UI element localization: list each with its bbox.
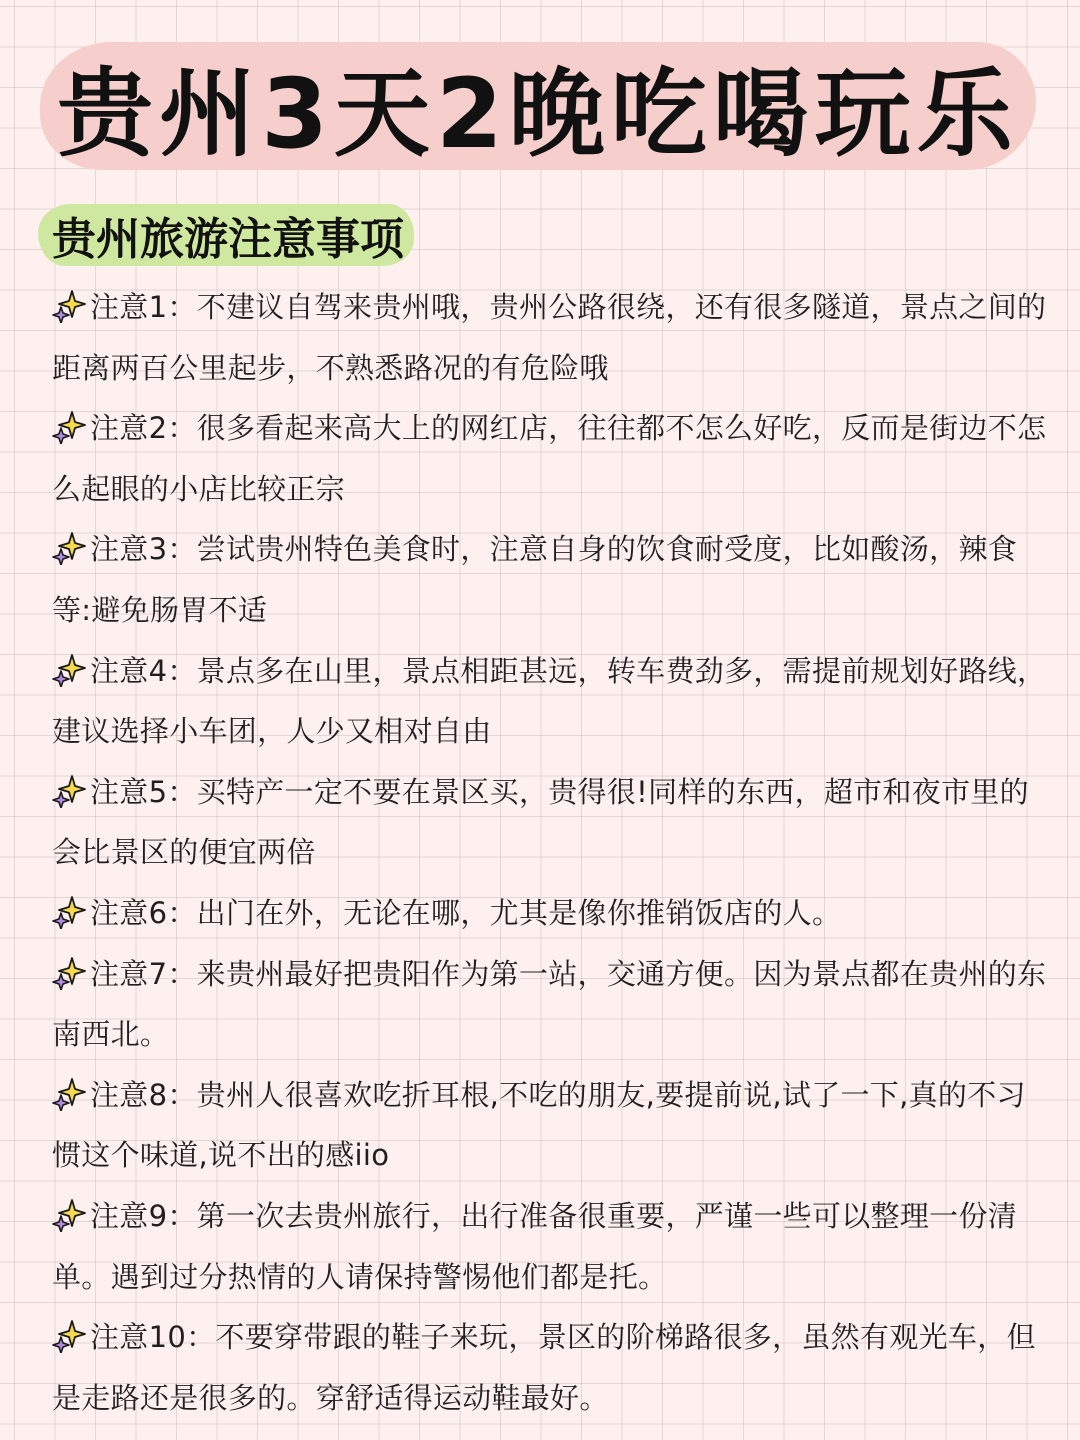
- note-text: 注意6：出门在外，无论在哪，尤其是像你推销饭店的人。: [90, 895, 842, 930]
- note-item: [52, 277, 1052, 398]
- note-text: 注意7：来贵州最好把贵阳作为第一站，交通方便。因为景点都在贵州的东南西北。: [52, 956, 1047, 1052]
- note-item: [52, 398, 1052, 519]
- note-text: 注意5：买特产一定不要在景区买，贵得很!同样的东西，超市和夜市里的会比景区的便宜两倍: [52, 774, 1029, 870]
- sparkle-icon: [52, 1319, 86, 1353]
- note-item: [52, 883, 1052, 944]
- note-text: 注意4：景点多在山里，景点相距甚远，转车费劲多，需提前规划好路线，建议选择小车团，人少又相对自由: [52, 653, 1047, 749]
- note-text: 注意3：尝试贵州特色美食时，注意自身的饮食耐受度，比如酸汤，辣食等:避免肠胃不适: [52, 532, 1018, 627]
- note-text: 注意2：很多看起来高大上的网红店，往往都不怎么好吃，反而是街边不怎么起眼的小店比较正宗: [52, 411, 1047, 506]
- note-item: [52, 762, 1052, 883]
- note-item: [52, 1307, 1052, 1428]
- note-item: [52, 1065, 1052, 1186]
- sparkle-icon: [52, 1077, 86, 1111]
- sparkle-icon: [52, 895, 86, 929]
- note-item: [52, 519, 1052, 640]
- notes-list: [52, 277, 1052, 1428]
- sparkle-icon: [52, 410, 86, 444]
- sparkle-icon: [52, 1198, 86, 1232]
- sparkle-icon: [52, 956, 86, 990]
- note-item: [52, 1186, 1052, 1307]
- section-title: 贵州旅游注意事项: [52, 214, 404, 265]
- sparkle-icon: [52, 531, 86, 565]
- note-text: 注意8：贵州人很喜欢吃折耳根,不吃的朋友,要提前说,试了一下,真的不习惯这个味道,说不出的感iio: [52, 1077, 1026, 1173]
- page-title: 贵州3天2晚吃喝玩乐: [57, 57, 1019, 170]
- note-text: 注意1：不建议自驾来贵州哦，贵州公路很绕，还有很多隧道，景点之间的距离两百公里起步，不熟悉路况的有危险哦: [52, 290, 1047, 385]
- note-text: 注意10：不要穿带跟的鞋子来玩，景区的阶梯路很多，虽然有观光车，但是走路还是很多的。穿舒适得运动鞋最好。: [52, 1320, 1036, 1415]
- note-item: [52, 641, 1052, 762]
- note-text: 注意9：第一次去贵州旅行，出行准备很重要，严谨一些可以整理一份清单。遇到过分热情的人请保持警惕他们都是托。: [52, 1198, 1018, 1294]
- note-item: [52, 944, 1052, 1065]
- sparkle-icon: [52, 289, 86, 323]
- sparkle-icon: [52, 653, 86, 687]
- sparkle-icon: [52, 774, 86, 808]
